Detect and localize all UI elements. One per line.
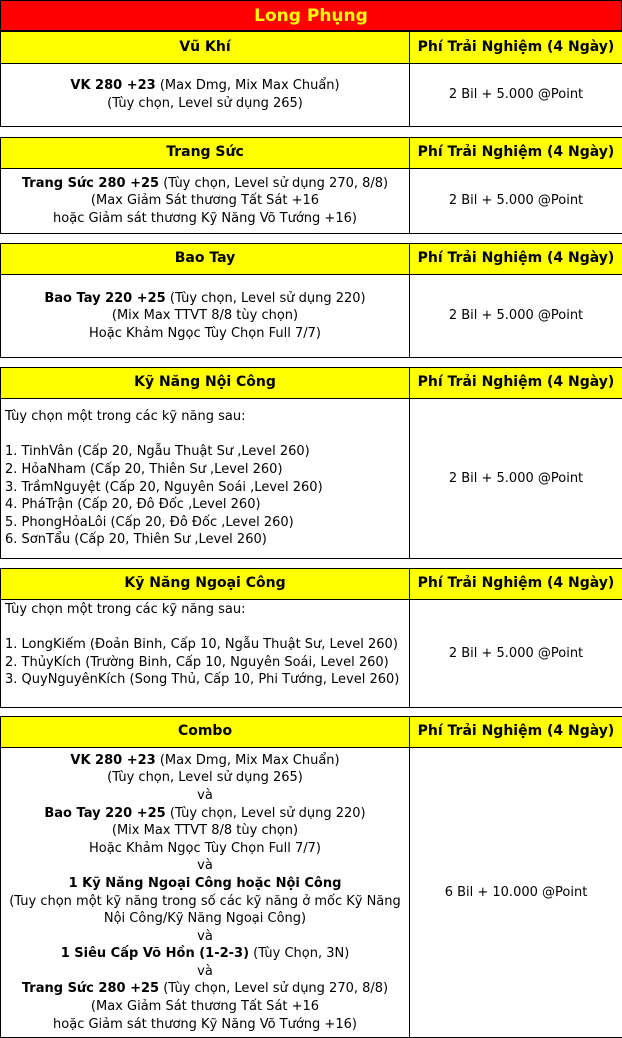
skill-option: 3. QuyNguyênKích (Song Thủ, Cấp 10, Phi Tướng, Level 260) bbox=[5, 672, 400, 688]
bao-tay-description bbox=[1, 275, 410, 358]
intro-line: Tùy chọn một trong các kỹ năng sau: bbox=[5, 409, 246, 425]
noi-cong-table bbox=[0, 367, 622, 559]
fee-header: Phí Trải Nghiệm (4 Ngày) bbox=[410, 138, 622, 169]
fee-header: Phí Trải Nghiệm (4 Ngày) bbox=[410, 244, 622, 275]
skill-option: 1. TinhVân (Cấp 20, Ngẫu Thuật Sư ,Level 260) bbox=[5, 444, 310, 460]
vu-khi-price: 2 Bil + 5.000 @Point bbox=[410, 64, 622, 127]
desc-line: (Tuy chọn một kỹ năng trong số các kỹ năng ở mốc Kỹ Năng bbox=[9, 893, 401, 909]
desc-line: VK 280 +23 (Max Dmg, Mix Max Chuẩn) bbox=[70, 78, 340, 94]
page-title: Long Phụng bbox=[0, 0, 622, 31]
desc-line: Hoặc Khảm Ngọc Tùy Chọn Full 7/7) bbox=[89, 840, 321, 856]
fee-header: Phí Trải Nghiệm (4 Ngày) bbox=[410, 368, 622, 399]
desc-line: Bao Tay 220 +25 (Tùy chọn, Level sử dụng 220) bbox=[44, 805, 366, 821]
desc-line: (Tùy chọn, Level sử dụng 265) bbox=[107, 770, 303, 786]
trang-suc-table bbox=[0, 137, 622, 234]
skill-option: 1. LongKiếm (Đoản Binh, Cấp 10, Ngẫu Thuật Sư, Level 260) bbox=[5, 637, 398, 653]
combo-table bbox=[0, 716, 622, 1038]
skill-option: 2. ThủyKích (Trường Binh, Cấp 10, Nguyên Soái, Level 260) bbox=[5, 654, 389, 670]
bao-tay-table bbox=[0, 243, 622, 358]
vu-khi-table bbox=[0, 31, 622, 127]
desc-line: (Mix Max TTVT 8/8 tùy chọn) bbox=[111, 308, 299, 324]
desc-line: (Mix Max TTVT 8/8 tùy chọn) bbox=[111, 823, 299, 839]
desc-line: Trang Sức 280 +25 (Tùy chọn, Level sử dụng 270, 8/8) bbox=[21, 981, 389, 997]
ngoai-cong-description bbox=[1, 600, 410, 708]
desc-line: và bbox=[197, 928, 213, 944]
skill-option: 4. PháTrận (Cấp 20, Đô Đốc ,Level 260) bbox=[5, 497, 261, 513]
desc-line: (Tùy chọn, Level sử dụng 265) bbox=[107, 96, 303, 111]
noi-cong-header: Kỹ Năng Nội Công bbox=[1, 368, 410, 399]
desc-line: 1 Siêu Cấp Võ Hồn (1-2-3) (Tùy Chọn, 3N) bbox=[60, 946, 350, 962]
skill-option: 2. HỏaNham (Cấp 20, Thiên Sư ,Level 260) bbox=[5, 461, 283, 477]
desc-line: hoặc Giảm sát thương Kỹ Năng Võ Tướng +16) bbox=[53, 210, 357, 226]
desc-line: Bao Tay 220 +25 (Tùy chọn, Level sử dụng 220) bbox=[44, 290, 366, 306]
fee-header: Phí Trải Nghiệm (4 Ngày) bbox=[410, 32, 622, 64]
desc-line: 1 Kỹ Năng Ngoại Công hoặc Nội Công bbox=[68, 875, 342, 891]
desc-line: và bbox=[197, 963, 213, 979]
trang-suc-description bbox=[1, 169, 410, 234]
ngoai-cong-header: Kỹ Năng Ngoại Công bbox=[1, 569, 410, 600]
bao-tay-header: Bao Tay bbox=[1, 244, 410, 275]
bao-tay-price: 2 Bil + 5.000 @Point bbox=[410, 275, 622, 358]
desc-line: (Max Giảm Sát thương Tất Sát +16 bbox=[90, 999, 320, 1015]
desc-line: và bbox=[197, 787, 213, 803]
vu-khi-header: Vũ Khí bbox=[1, 32, 410, 64]
vu-khi-description bbox=[1, 64, 410, 127]
skill-option: 5. PhongHỏaLôi (Cấp 20, Đô Đốc ,Level 260) bbox=[5, 514, 294, 530]
desc-line: và bbox=[197, 858, 213, 874]
ngoai-cong-table bbox=[0, 568, 622, 708]
noi-cong-price: 2 Bil + 5.000 @Point bbox=[410, 399, 622, 559]
desc-line: Hoặc Khảm Ngọc Tùy Chọn Full 7/7) bbox=[89, 325, 321, 341]
intro-line: Tùy chọn một trong các kỹ năng sau: bbox=[5, 602, 246, 617]
desc-line: Nội Công/Kỹ Năng Ngoại Công) bbox=[103, 911, 307, 927]
combo-price: 6 Bil + 10.000 @Point bbox=[410, 748, 622, 1038]
desc-line: Trang Sức 280 +25 (Tùy chọn, Level sử dụng 270, 8/8) bbox=[21, 175, 389, 191]
combo-description bbox=[1, 748, 410, 1038]
ngoai-cong-price: 2 Bil + 5.000 @Point bbox=[410, 600, 622, 708]
trang-suc-header: Trang Sức bbox=[1, 138, 410, 169]
trang-suc-price: 2 Bil + 5.000 @Point bbox=[410, 169, 622, 234]
desc-line: hoặc Giảm sát thương Kỹ Năng Võ Tướng +16) bbox=[53, 1016, 357, 1032]
desc-line: (Max Giảm Sát thương Tất Sát +16 bbox=[90, 193, 320, 209]
skill-option: 3. TrầmNguyệt (Cấp 20, Nguyên Soái ,Level 260) bbox=[5, 479, 323, 495]
noi-cong-description bbox=[1, 399, 410, 559]
combo-header: Combo bbox=[1, 717, 410, 748]
fee-header: Phí Trải Nghiệm (4 Ngày) bbox=[410, 569, 622, 600]
desc-line: VK 280 +23 (Max Dmg, Mix Max Chuẩn) bbox=[70, 752, 340, 768]
skill-option: 6. SơnTẩu (Cấp 20, Thiên Sư ,Level 260) bbox=[5, 532, 267, 548]
fee-header: Phí Trải Nghiệm (4 Ngày) bbox=[410, 717, 622, 748]
